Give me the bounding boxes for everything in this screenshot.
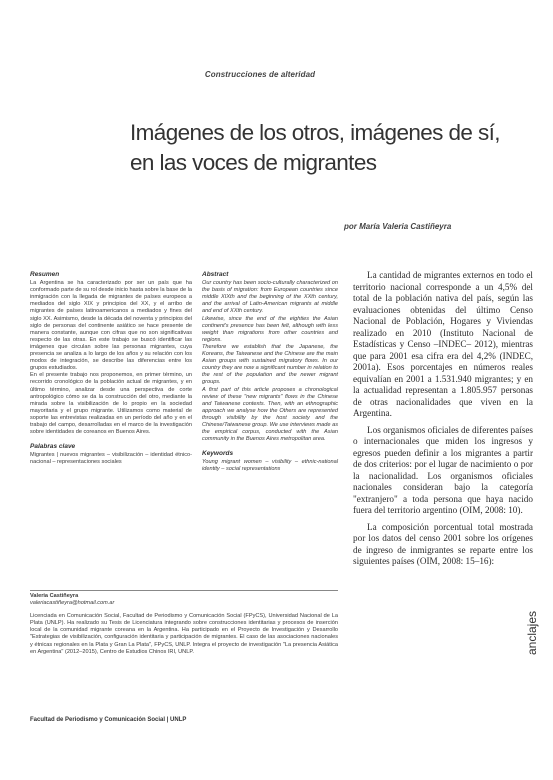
title-line-2: en las voces de migrantes bbox=[130, 150, 377, 175]
journal-side-label: anclajes bbox=[525, 610, 539, 655]
title-line-1: Imágenes de los otros, imágenes de sí, bbox=[130, 120, 500, 145]
resumen-heading: Resumen bbox=[30, 271, 60, 278]
bio-email: valeriacastiñeyra@hotmail.com.ar bbox=[30, 600, 115, 607]
resumen-column bbox=[30, 271, 192, 466]
bio-divider bbox=[30, 590, 338, 591]
palabras-clave-text: Migrantes | nuevos migrantes – visibilización – identidad étnico-nacional – representaciones sociales bbox=[30, 452, 192, 466]
page-footer: Facultad de Periodismo y Comunicación Social | UNLP bbox=[30, 717, 187, 723]
abstract-paragraph: Our country has been socio-culturally characterized on the basis of migration: from European countries since middle XIXth and the beginning of the XXth century, and the arrival of Latin-American migrants at middle and end of XXth century. bbox=[202, 280, 338, 315]
abstract-paragraph: A first part of this article proposes a chronological review of these "new migrants" flows in the Chinese and Taiwanese contexts. Then, with an ethnographic approach we analyse how the Others are represented through visibility by the host society and the Chinese/Taiwanese group. We use interviews made as the empirical corpus, conducted with the Asian community in the Buenos Aires metropolitan area. bbox=[202, 386, 338, 443]
bio-text: Licenciada en Comunicación Social, Facultad de Periodismo y Comunicación Social (FPyCS), Universidad Nacional de La Plata (UNLP). Ha realizado su Tesis de Licenciatura integrando sobre construcciones identitarias y procesos de inserción local de la comunidad migrante coreana en la Argentina. Ha participado en el Proyecto de Investigación y Desarrollo "Estrategias de visibilización, configuración identitaria y participación de migrantes. El caso de las asociaciones nacionales y étnicas regionales en la Plata y Gran La Plata", FPyCS, UNLP. Integra el proyecto de investigación "La presencia Asiática en Argentina" (2012–2015), Centro de Estudios Chinos IRI, UNLP. bbox=[30, 613, 338, 655]
body-paragraph: La composición porcentual total mostrada por los datos del censo 2001 sobre los orígenes de ingreso de inmigrantes se reparte entre los siguientes países (OIM, 2008: 15–16): bbox=[353, 521, 533, 566]
resumen-paragraph: La Argentina se ha caracterizado por ser un país que ha conformado parte de su rol desde inicio hasta sobre la base de la inmigración con la llegada de migrantes de países europeos a mediados del siglo XIX y principios del XX, y el arribo de migrantes de países latinoamericanos a mediados y fines del siglo XX. Asimismo, desde la década del noventa y principios del siglo de personas del continente asiático se hace presente de manera constante, aunque con cifras que no son significativas respecto de las otras. En este trabajo se buscó identificar las imágenes que circulan sobre las personas migrantes, cuya presencia se analiza a lo largo de los años y su relación con los modos de integración, se describe las diferencias entre los grupos estudiados. bbox=[30, 280, 193, 372]
body-paragraph: Los organismos oficiales de diferentes países o internacionales que miden los ingresos y egresos pueden definir a los migrantes a partir de dos criterios: por el lugar de nacimiento o por la nacionalidad. Los organismos oficiales nacionales consideran bajo la categoría "extranjero" a toda persona que haya nacido fuera del territorio argentino (OIM, 2008: 10). bbox=[353, 424, 533, 515]
keywords-heading: Keywords bbox=[202, 450, 234, 458]
author-bio bbox=[30, 593, 338, 656]
article-title bbox=[130, 118, 530, 178]
abstract-column bbox=[202, 271, 338, 474]
body-column bbox=[353, 270, 533, 573]
abstract-paragraph: Likewise, since the end of the eighties the Asian continent's presence has been felt, although with less weight than migrations from other countries and regions. bbox=[202, 315, 338, 343]
resumen-paragraph: En el presente trabajo nos proponemos, en primer término, un recorrido cronológico de la población actual de migrantes, y en último término, analizar desde una perspectiva de corte antropológico cómo se da la construcción del otro, mediante la mirada sobre la visibilización de lo propio en la sociedad mayoritaria y el grupo migrante. Utilizamos como material de soporte las entrevistas realizadas en un período del año y en el trabajo del campo, desarrolladas en el marco de la investigación sobre identidades de coreanos en Buenos Aires. bbox=[30, 372, 192, 436]
abstract-paragraph: Therefore we establish that the Japanese, the Koreans, the Taiwanese and the Chinese are the main Asian groups with sustained migratory flows. In our country they are now a significant number in relation to the rest of the population and the newer migrant groups. bbox=[202, 343, 338, 386]
body-paragraph: La cantidad de migrantes externos en todo el territorio nacional corresponde a un 4,5% del total de la población nativa del país, según las evaluaciones obtenidas del último Censo Nacional de Población, Hogares y Viviendas realizado en 2010 (Instituto Nacional de Estadísticas y Censo –INDEC– 2012), mientras que para 2001 esa cifra era del 4,2% (INDEC, 2001a). Esos porcentajes en números reales equivalían en 2001 a 1.531.940 migrantes; y en la actualidad representan a 1.805.957 personas de otras nacionalidades que viven en la Argentina. bbox=[353, 270, 533, 418]
palabras-clave-heading: Palabras clave bbox=[30, 443, 76, 451]
section-label: Construcciones de alteridad bbox=[204, 70, 316, 79]
author-byline: por María Valeria Castiñeyra bbox=[344, 222, 452, 231]
abstract-heading: Abstract bbox=[202, 271, 229, 278]
bio-name: Valeria Castiñeyra bbox=[30, 593, 79, 599]
keywords-text: Young migrant women – visibility – ethnic-national identity – social representations bbox=[202, 459, 338, 473]
